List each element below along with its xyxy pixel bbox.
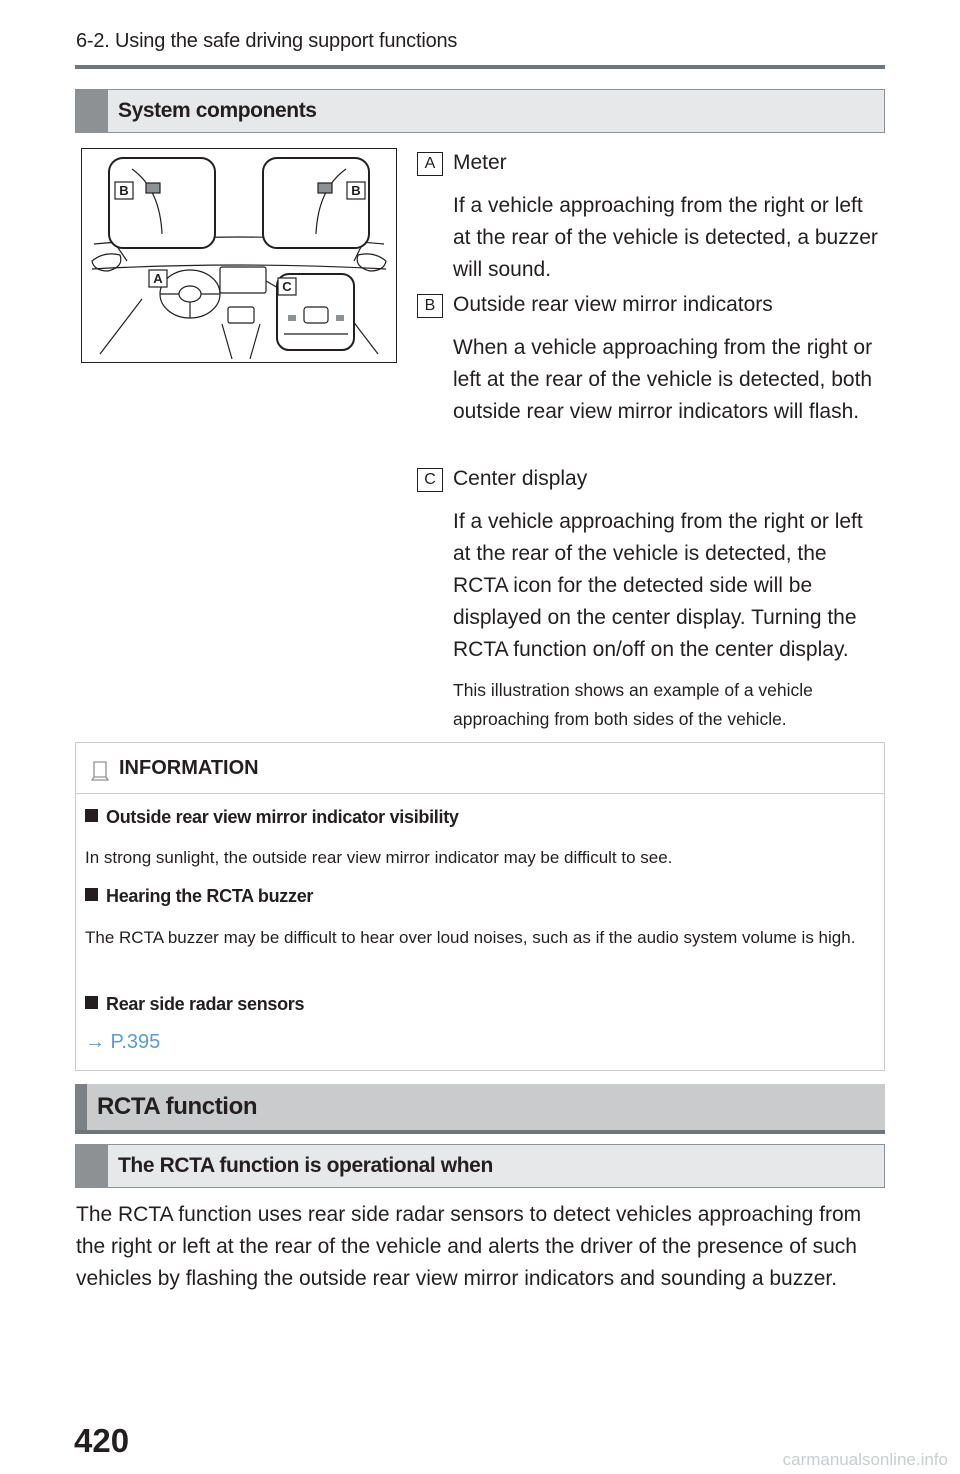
rcta-body-text: The RCTA function uses rear side radar sensors to detect vehicles approaching from the right or left at the rear of the vehicle and alerts the driver of the presence of such vehicles by flashing the outside rear view mirror indicators and sounding a buzzer. <box>76 1203 862 1290</box>
illustration-label-c: C <box>282 279 292 294</box>
illustration-label-b-left: B <box>119 183 129 198</box>
item-center-display-desc: If a vehicle approaching from the right or left at the rear of the vehicle is detected, the RCTA icon for the detected side will be displayed on the center display. Turning the RCTA function on/off on the center display. <box>453 510 863 661</box>
information-title: INFORMATION <box>119 757 259 779</box>
rcta-operational-heading-text: The RCTA function is operational when <box>118 1154 493 1177</box>
square-bullet-icon <box>85 809 98 822</box>
info-subheading-buzzer: Hearing the RCTA buzzer <box>85 886 313 907</box>
info-subheading-visibility: Outside rear view mirror indicator visibility <box>85 807 459 828</box>
item-center-display-title: Center display <box>453 467 588 490</box>
rcta-function-heading-text: RCTA function <box>97 1093 258 1120</box>
marker-c: C <box>417 468 443 492</box>
item-meter-title: Meter <box>453 151 507 174</box>
illustration-label-a: A <box>153 271 163 286</box>
info-text-visibility: In strong sunlight, the outside rear view mirror indicator may be difficult to see. <box>85 848 673 867</box>
page-number: 420 <box>74 1422 130 1459</box>
square-bullet-icon <box>85 996 98 1009</box>
marker-b: B <box>417 294 443 318</box>
watermark: carmanualsonline.info <box>782 1450 948 1469</box>
illustration-label-b-right: B <box>351 183 361 198</box>
item-meter-desc: If a vehicle approaching from the right or left at the rear of the vehicle is detected, a buzzer will sound. <box>453 194 878 281</box>
marker-a: A <box>417 152 443 176</box>
heading-tab <box>75 1084 87 1130</box>
information-header <box>76 743 884 794</box>
heading-tab <box>76 1145 108 1187</box>
rcta-function-heading <box>75 1084 885 1134</box>
item-mirror-indicators-desc: When a vehicle approaching from the right or left at the rear of the vehicle is detected, both outside rear view mirror indicators will flash. <box>453 336 873 423</box>
system-components-illustration <box>81 148 397 363</box>
header-rule <box>75 65 885 69</box>
info-text-buzzer: The RCTA buzzer may be difficult to hear over loud noises, such as if the audio system volume is high. <box>85 928 856 947</box>
note-icon <box>91 760 111 782</box>
square-bullet-icon <box>85 888 98 901</box>
page-header-title: 6-2. Using the safe driving support functions <box>76 30 458 52</box>
illustration-caption: This illustration shows an example of a vehicle approaching from both sides of the vehicle. <box>453 680 813 729</box>
heading-tab <box>76 90 108 132</box>
system-components-heading-text: System components <box>118 99 317 122</box>
page-reference-link[interactable]: → P.395 <box>85 1031 161 1053</box>
system-components-heading <box>75 89 885 133</box>
item-mirror-indicators-title: Outside rear view mirror indicators <box>453 293 773 316</box>
info-subheading-radar-sensors: Rear side radar sensors <box>85 994 304 1015</box>
information-box <box>75 742 885 1071</box>
rcta-operational-heading <box>75 1144 885 1188</box>
